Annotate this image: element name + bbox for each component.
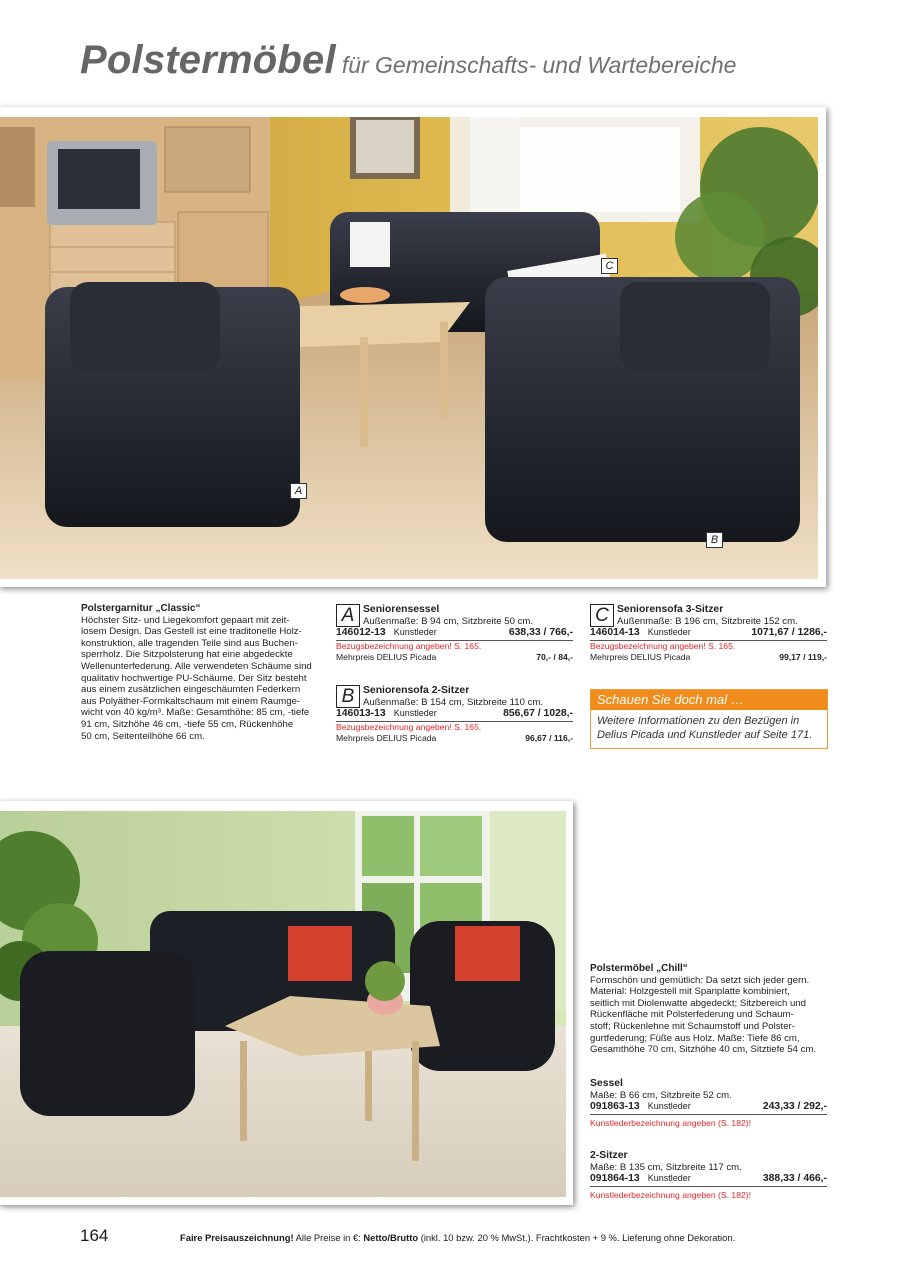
article-number: 091863-13 xyxy=(590,1101,640,1113)
surcharge-label: Mehrpreis DELIUS Picada xyxy=(336,733,437,744)
price: 243,33 / 292,- xyxy=(762,1101,827,1113)
product-title: Sessel xyxy=(590,1078,623,1089)
badge-a: A xyxy=(336,604,360,627)
label-c: C xyxy=(601,258,618,274)
chill-item-sessel xyxy=(590,1078,827,1129)
chill-heading: Polstermöbel „Chill“ xyxy=(590,963,688,974)
product-order-row xyxy=(336,708,573,722)
info-box xyxy=(590,689,828,749)
chill-line: Gesamthöhe 70 cm, Sitzhöhe 40 cm, Sitztiefe 54 cm. xyxy=(590,1044,817,1056)
classic-line: 50 cm, Seitenteilhöhe 66 cm. xyxy=(81,730,205,742)
chill-line: Formschön und gemütlich: Da setzt sich jeder gern. xyxy=(590,974,810,986)
product-block-c xyxy=(590,604,827,664)
material: Kunstleder xyxy=(393,627,437,638)
surcharge-row xyxy=(336,733,573,745)
surcharge-price: 70,- / 84,- xyxy=(536,652,573,663)
chill-line: stoff; Rückenlehne mit Schaumstoff und Polster- xyxy=(590,1020,795,1032)
page-number: 164 xyxy=(80,1226,109,1245)
cover-note: Bezugsbezeichnung angeben! S. 165. xyxy=(336,721,482,732)
info-body xyxy=(591,710,827,746)
product-dims: Außenmaße: B 196 cm, Sitzbreite 152 cm. xyxy=(617,615,798,627)
article-number: 146013-13 xyxy=(336,708,386,720)
page-title-main: Polstermöbel xyxy=(80,38,336,82)
article-number: 146014-13 xyxy=(590,627,640,639)
badge-c: C xyxy=(590,604,614,627)
classic-line: qualitativ hochwertige PU-Schäume. Der Sitz besteht xyxy=(81,672,307,684)
chill-line: Rückenfläche mit Polsterfederung und Schaum- xyxy=(590,1009,794,1021)
product-order-row xyxy=(590,627,827,641)
price: 1071,67 / 1286,- xyxy=(751,627,827,639)
material: Kunstleder xyxy=(647,627,691,638)
classic-line: aus einem zusätzlichen eingeschäumten Federkern xyxy=(81,684,301,696)
photo-chill xyxy=(0,811,566,1197)
classic-line: Wellenunterfederung. Alle verwendeten Schäume sind xyxy=(81,660,312,672)
price: 638,33 / 766,- xyxy=(508,627,573,639)
classic-line: aus Polyäther-Formkaltschaum mit einem Raumge- xyxy=(81,695,301,707)
cover-note: Kunstlederbezeichnung angeben (S. 182)! xyxy=(590,1189,752,1200)
product-order-row xyxy=(336,627,573,641)
surcharge-price: 99,17 / 119,- xyxy=(779,652,827,663)
surcharge-label: Mehrpreis DELIUS Picada xyxy=(336,652,437,663)
info-line: Weitere Informationen zu den Bezügen in xyxy=(597,715,800,727)
cover-note: Bezugsbezeichnung angeben! S. 165. xyxy=(336,640,482,651)
footer-text-2: (inkl. 10 bzw. 20 % MwSt.). Frachtkosten + 9 %. Lieferung ohne Dekoration. xyxy=(418,1232,736,1243)
product-title: Seniorensofa 3-Sitzer xyxy=(617,604,724,615)
cover-note: Bezugsbezeichnung angeben! S. 165. xyxy=(590,640,736,651)
price: 856,67 / 1028,- xyxy=(503,708,573,720)
badge-b: B xyxy=(336,685,360,708)
classic-line: sperrholz. Die Sitzpolsterung hat eine abgedeckte xyxy=(81,649,293,661)
product-order-row xyxy=(590,1101,827,1115)
photo-classic-frame xyxy=(0,107,826,587)
classic-line: losem Design. Das Gestell ist eine traditonelle Holz- xyxy=(81,626,302,638)
surcharge-row xyxy=(336,652,573,664)
label-b: B xyxy=(706,532,723,548)
chill-line: gurtfederung; Füße aus Holz. Maße: Tiefe 86 cm, xyxy=(590,1032,800,1044)
footer-bold-2: Netto/Brutto xyxy=(363,1232,419,1243)
article-number: 091864-13 xyxy=(590,1173,640,1185)
photo-chill-frame xyxy=(0,801,573,1205)
cover-note: Kunstlederbezeichnung angeben (S. 182)! xyxy=(590,1117,752,1128)
surcharge-price: 96,67 / 116,- xyxy=(525,733,573,744)
label-a: A xyxy=(290,483,307,499)
classic-line: 91 cm, Sitzhöhe 46 cm, -tiefe 55 cm, Rückenhöhe xyxy=(81,718,294,730)
chill-line: Material: Holzgestell mit Spanplatte kombiniert, xyxy=(590,986,790,998)
classic-description xyxy=(81,603,319,742)
info-line: Delius Picada und Kunstleder auf Seite 171. xyxy=(597,729,813,741)
photo-classic xyxy=(0,117,818,579)
material: Kunstleder xyxy=(647,1173,691,1184)
chill-line: seitlich mit Diolenwatte abgedeckt; Sitzbereich und xyxy=(590,997,806,1009)
chill-description xyxy=(590,963,827,1056)
footer-text-1: Alle Preise in €: xyxy=(293,1232,364,1243)
product-title: Seniorensessel xyxy=(363,604,440,615)
article-number: 146012-13 xyxy=(336,627,386,639)
chill-item-2-sitzer xyxy=(590,1150,827,1201)
product-title: Seniorensofa 2-Sitzer xyxy=(363,685,470,696)
classic-line: konstruktion, alle tragenden Teile sind aus Buchen- xyxy=(81,637,298,649)
footer-bold-1: Faire Preisauszeichnung! xyxy=(180,1232,294,1243)
classic-line: Höchster Sitz- und Liegekomfort gepaart mit zeit- xyxy=(81,614,290,626)
price: 388,33 / 466,- xyxy=(762,1173,827,1185)
product-dims: Maße: B 135 cm, Sitzbreite 117 cm. xyxy=(590,1161,742,1173)
classic-heading: Polstergarnitur „Classic“ xyxy=(81,603,201,614)
product-order-row xyxy=(590,1173,827,1187)
material: Kunstleder xyxy=(647,1101,691,1112)
surcharge-row xyxy=(590,652,827,664)
product-dims: Außenmaße: B 154 cm, Sitzbreite 110 cm. xyxy=(363,696,544,708)
footer-note xyxy=(180,1232,735,1243)
page-title xyxy=(80,38,736,83)
page-title-sub: für Gemeinschafts- und Wartebereiche xyxy=(341,52,737,78)
info-heading: Schauen Sie doch mal … xyxy=(591,690,827,710)
product-block-a xyxy=(336,604,573,664)
product-block-b xyxy=(336,685,573,745)
surcharge-label: Mehrpreis DELIUS Picada xyxy=(590,652,691,663)
classic-line: wicht von 40 kg/m³. Maße: Gesamthöhe: 85 cm, -tiefe xyxy=(81,707,310,719)
material: Kunstleder xyxy=(393,708,437,719)
product-dims: Außenmaße: B 94 cm, Sitzbreite 50 cm. xyxy=(363,615,534,627)
product-title: 2-Sitzer xyxy=(590,1150,628,1161)
product-dims: Maße: B 66 cm, Sitzbreite 52 cm. xyxy=(590,1089,732,1101)
